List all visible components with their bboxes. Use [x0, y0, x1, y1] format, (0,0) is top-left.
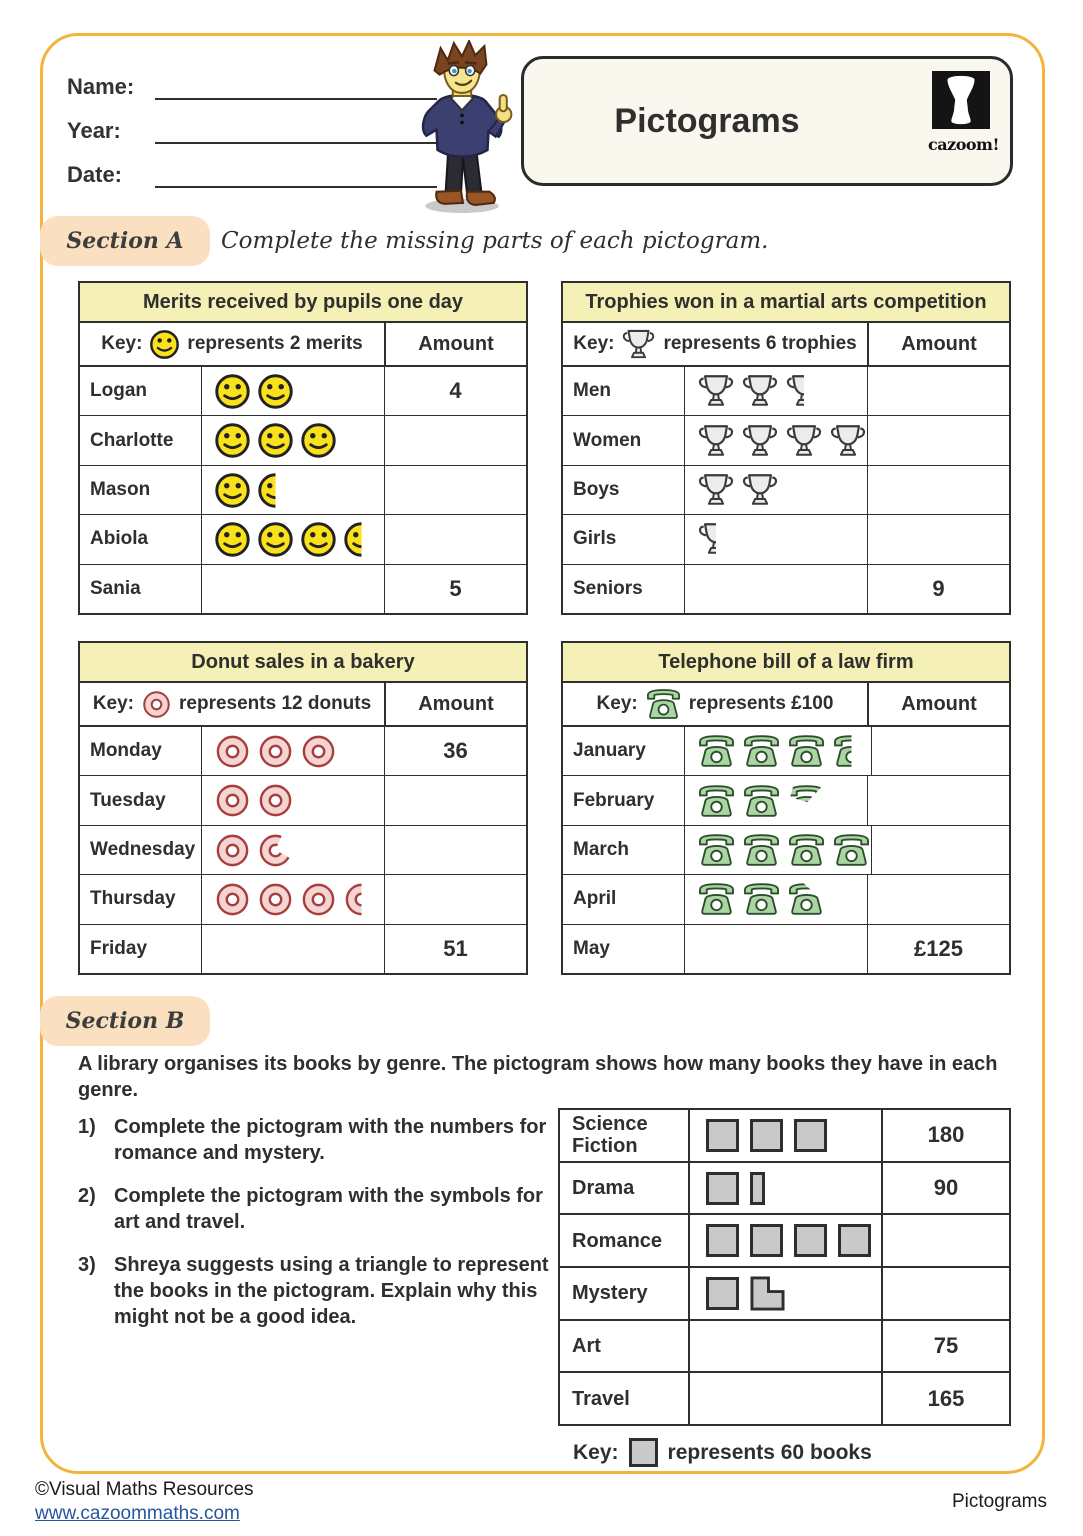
phone-icon	[787, 734, 826, 768]
row-label: Monday	[80, 727, 202, 775]
smiley-icon	[257, 373, 294, 410]
book-square-icon	[706, 1224, 739, 1257]
smiley-icon	[257, 422, 294, 459]
row-label: March	[563, 826, 685, 874]
key-text: represents 60 books	[667, 1440, 872, 1464]
donut-icon	[214, 832, 251, 869]
key-prefix: Key:	[573, 333, 615, 354]
donut-icon	[257, 881, 294, 918]
key-text: represents £100	[688, 693, 834, 714]
table-key-row	[80, 683, 526, 727]
table-title: Donut sales in a bakery	[80, 643, 526, 683]
trophy-icon	[741, 422, 779, 460]
question-3	[78, 1252, 553, 1330]
section-a-label: Section A	[40, 216, 210, 266]
pictogram-table-3	[78, 641, 528, 975]
amount-value: 36	[384, 727, 526, 775]
table-row	[563, 826, 1009, 875]
table-key-cell	[563, 323, 867, 365]
table-row	[563, 367, 1009, 416]
amount-column-header: Amount	[384, 323, 526, 365]
amount-value[interactable]	[881, 1215, 1009, 1266]
row-label: Abiola	[80, 515, 202, 563]
table-title: Telephone bill of a law firm	[563, 643, 1009, 683]
key-prefix: Key:	[101, 333, 143, 354]
question-1-text: Complete the pictogram with the numbers for romance and mystery.	[114, 1116, 547, 1164]
amount-value[interactable]	[867, 416, 1009, 464]
pictogram-icons-cell[interactable]	[685, 925, 867, 973]
trophy-icon	[741, 471, 779, 509]
amount-value: 4	[384, 367, 526, 415]
donut-icon	[214, 733, 251, 770]
table-row	[563, 875, 1009, 924]
trophy-icon	[621, 327, 656, 362]
pictogram-icons-cell	[202, 367, 384, 415]
question-2-text: Complete the pictogram with the symbols for art and travel.	[114, 1185, 543, 1233]
table-row	[560, 1215, 1009, 1268]
donut-icon-bite	[257, 832, 294, 869]
pictogram-icons-cell	[202, 515, 384, 563]
row-label: Romance	[560, 1215, 690, 1266]
row-label: Mason	[80, 466, 202, 514]
section-a-instruction: Complete the missing parts of each pictogram.	[221, 228, 769, 254]
amount-value[interactable]	[384, 776, 526, 824]
amount-value[interactable]	[384, 416, 526, 464]
key-prefix: Key:	[573, 1440, 619, 1464]
pictogram-icons-cell	[690, 1110, 881, 1161]
amount-value[interactable]	[867, 875, 1009, 923]
table-row	[80, 727, 526, 776]
table-row	[560, 1373, 1009, 1424]
amount-value[interactable]	[867, 466, 1009, 514]
key-prefix: Key:	[596, 693, 638, 714]
question-1-number: 1)	[78, 1116, 96, 1138]
table-key-row	[80, 323, 526, 367]
table-row	[563, 727, 1009, 776]
table-row	[80, 515, 526, 564]
question-3-text: Shreya suggests using a triangle to represent the books in the pictogram. Explain why this might not be a good idea.	[114, 1254, 549, 1328]
amount-value: £125	[867, 925, 1009, 973]
row-label: January	[563, 727, 685, 775]
library-books-pictogram-table	[558, 1108, 1011, 1426]
donut-icon	[257, 782, 294, 819]
amount-column-header: Amount	[867, 683, 1009, 725]
phone-icon	[742, 784, 781, 818]
sheet-container	[40, 33, 1045, 1474]
pictogram-icons-cell	[685, 776, 867, 824]
pictogram-icons-cell	[685, 875, 867, 923]
section-b-label: Section B	[40, 996, 210, 1046]
amount-value: 5	[384, 565, 526, 613]
question-2	[78, 1183, 553, 1235]
table-title: Merits received by pupils one day	[80, 283, 526, 323]
smiley-icon	[214, 521, 251, 558]
smiley-icon	[149, 329, 180, 360]
key-text: represents 6 trophies	[663, 333, 857, 354]
amount-value[interactable]	[384, 466, 526, 514]
pictogram-icons-cell	[685, 466, 867, 514]
row-label: Logan	[80, 367, 202, 415]
row-label: April	[563, 875, 685, 923]
table-key-cell	[80, 323, 384, 365]
table-row	[80, 565, 526, 613]
pictogram-table-4	[561, 641, 1011, 975]
book-square-icon	[750, 1224, 783, 1257]
smiley-icon-half	[343, 521, 380, 558]
table-row	[560, 1163, 1009, 1216]
amount-value[interactable]	[867, 776, 1009, 824]
donut-icon	[300, 733, 337, 770]
amount-value: 180	[881, 1110, 1009, 1161]
book-square-icon	[750, 1119, 783, 1152]
row-label: February	[563, 776, 685, 824]
table-row	[80, 925, 526, 973]
amount-value: 90	[881, 1163, 1009, 1214]
table-key-row	[563, 323, 1009, 367]
table-row	[80, 367, 526, 416]
trophy-icon	[829, 422, 867, 460]
row-label: Drama	[560, 1163, 690, 1214]
table-row	[80, 776, 526, 825]
amount-value: 9	[867, 565, 1009, 613]
row-label: Boys	[563, 466, 685, 514]
row-label: May	[563, 925, 685, 973]
table-key-row	[563, 683, 1009, 727]
question-2-number: 2)	[78, 1185, 96, 1207]
trophy-icon	[697, 372, 735, 410]
student-fields	[67, 66, 437, 198]
date-input-line[interactable]	[155, 162, 437, 188]
table-row	[563, 466, 1009, 515]
amount-column-header: Amount	[384, 683, 526, 725]
table-row	[80, 416, 526, 465]
row-label: Sania	[80, 565, 202, 613]
donut-icon	[141, 689, 172, 720]
section-a-tables	[78, 281, 1013, 975]
book-square-icon	[706, 1172, 739, 1205]
pictogram-icons-cell	[690, 1163, 881, 1214]
phone-icon	[645, 688, 682, 720]
pictogram-icons-cell	[202, 875, 384, 923]
donut-icon	[214, 782, 251, 819]
table-title: Trophies won in a martial arts competition	[563, 283, 1009, 323]
table-row	[80, 826, 526, 875]
table-key-cell	[80, 683, 384, 725]
book-square-key-icon	[629, 1438, 658, 1467]
section-b-key	[573, 1438, 872, 1467]
question-3-number: 3)	[78, 1254, 96, 1276]
year-label: Year:	[67, 118, 121, 143]
table-row	[560, 1110, 1009, 1163]
year-input-line[interactable]	[155, 118, 437, 144]
phone-icon	[787, 833, 826, 867]
pictogram-icons-cell[interactable]	[202, 565, 384, 613]
table-row	[560, 1321, 1009, 1374]
pictogram-table-1	[78, 281, 528, 615]
key-text: represents 12 donuts	[179, 693, 372, 714]
name-input-line[interactable]	[155, 74, 437, 100]
phone-icon-threequarter	[787, 882, 826, 916]
amount-value[interactable]	[881, 1268, 1009, 1319]
amount-value: 165	[881, 1373, 1009, 1424]
table-row	[563, 925, 1009, 973]
amount-value: 75	[881, 1321, 1009, 1372]
trophy-icon	[741, 372, 779, 410]
book-square-icon	[706, 1119, 739, 1152]
phone-icon	[742, 833, 781, 867]
smiley-icon	[214, 472, 251, 509]
donut-icon	[214, 881, 251, 918]
book-square-icon	[794, 1224, 827, 1257]
trophy-icon	[697, 471, 735, 509]
amount-value[interactable]	[867, 515, 1009, 563]
row-label: Tuesday	[80, 776, 202, 824]
book-square-icon	[838, 1224, 871, 1257]
phone-icon	[697, 734, 736, 768]
row-label: Charlotte	[80, 416, 202, 464]
pictogram-icons-cell	[685, 416, 867, 464]
footer-page-label: Pictograms	[951, 1491, 1047, 1512]
amount-value[interactable]	[384, 875, 526, 923]
title-box	[521, 56, 1013, 186]
row-label: Girls	[563, 515, 685, 563]
phone-icon	[742, 734, 781, 768]
book-square-icon-half	[750, 1172, 765, 1205]
table-key-cell	[563, 683, 867, 725]
pictogram-icons-cell	[202, 826, 384, 874]
pictogram-icons-cell	[690, 1215, 881, 1266]
row-label: Travel	[560, 1373, 690, 1424]
book-square-icon	[706, 1277, 739, 1310]
table-row	[563, 565, 1009, 613]
phone-icon-quarter	[787, 784, 826, 818]
pictogram-icons-cell	[202, 416, 384, 464]
name-label: Name:	[67, 74, 135, 99]
row-label: Friday	[80, 925, 202, 973]
smiley-icon-half	[257, 472, 294, 509]
row-label: Art	[560, 1321, 690, 1372]
year-field-row	[67, 110, 437, 144]
amount-column-header: Amount	[867, 323, 1009, 365]
key-text: represents 2 merits	[187, 333, 363, 354]
amount-value[interactable]	[384, 826, 526, 874]
pictogram-icons-cell	[685, 367, 867, 415]
row-label: Mystery	[560, 1268, 690, 1319]
table-row	[563, 776, 1009, 825]
phone-icon	[697, 784, 736, 818]
question-1	[78, 1114, 553, 1166]
smiley-icon	[214, 373, 251, 410]
pictogram-icons-cell	[202, 727, 384, 775]
table-row	[563, 416, 1009, 465]
footer-copyright: ©Visual Maths Resources	[35, 1479, 254, 1500]
row-label: Women	[563, 416, 685, 464]
trophy-icon-half	[785, 372, 823, 410]
donut-icon-half	[343, 881, 380, 918]
pictogram-icons-cell	[690, 1268, 881, 1319]
key-prefix: Key:	[92, 693, 134, 714]
cazoom-logo	[928, 71, 999, 154]
boy-mascot-illustration	[406, 40, 518, 212]
book-square-icon	[794, 1119, 827, 1152]
pictogram-icons-cell[interactable]	[690, 1373, 881, 1424]
row-label: Thursday	[80, 875, 202, 923]
pictogram-icons-cell	[685, 515, 867, 563]
amount-value[interactable]	[871, 727, 1013, 775]
table-row	[80, 466, 526, 515]
pictogram-icons-cell	[202, 466, 384, 514]
phone-icon	[742, 882, 781, 916]
phone-icon	[697, 882, 736, 916]
pictogram-icons-cell[interactable]	[202, 925, 384, 973]
cazoom-logo-text: cazoom!	[928, 135, 999, 154]
phone-icon-half	[832, 734, 871, 768]
book-square-icon-threequarter	[750, 1276, 785, 1311]
pictogram-icons-cell	[685, 826, 871, 874]
phone-icon	[832, 833, 871, 867]
row-label: Wednesday	[80, 826, 202, 874]
date-label: Date:	[67, 162, 123, 187]
trophy-icon-half	[697, 520, 735, 558]
smiley-icon	[300, 422, 337, 459]
table-row	[563, 515, 1009, 564]
amount-value[interactable]	[867, 367, 1009, 415]
pictogram-table-2	[561, 281, 1011, 615]
row-label: Science Fiction	[560, 1110, 690, 1161]
donut-icon	[257, 733, 294, 770]
trophy-icon	[785, 422, 823, 460]
smiley-icon	[214, 422, 251, 459]
date-field-row	[67, 154, 437, 188]
amount-value[interactable]	[871, 826, 1013, 874]
amount-value[interactable]	[384, 515, 526, 563]
name-field-row	[67, 66, 437, 100]
phone-icon	[697, 833, 736, 867]
amount-value: 51	[384, 925, 526, 973]
row-label: Men	[563, 367, 685, 415]
smiley-icon	[257, 521, 294, 558]
section-b-questions	[78, 1114, 553, 1347]
page-title: Pictograms	[614, 101, 800, 140]
trophy-icon	[697, 422, 735, 460]
pictogram-icons-cell	[202, 776, 384, 824]
pictogram-icons-cell[interactable]	[690, 1321, 881, 1372]
pictogram-icons-cell	[685, 727, 871, 775]
donut-icon	[300, 881, 337, 918]
row-label: Seniors	[563, 565, 685, 613]
footer-link[interactable]: www.cazoommaths.com	[35, 1503, 240, 1524]
table-row	[560, 1268, 1009, 1321]
pictogram-icons-cell[interactable]	[685, 565, 867, 613]
table-row	[80, 875, 526, 924]
section-b-intro: A library organises its books by genre. The pictogram shows how many books they have in each genre.	[78, 1053, 998, 1101]
smiley-icon	[300, 521, 337, 558]
cazoom-drum-icon	[932, 71, 990, 129]
